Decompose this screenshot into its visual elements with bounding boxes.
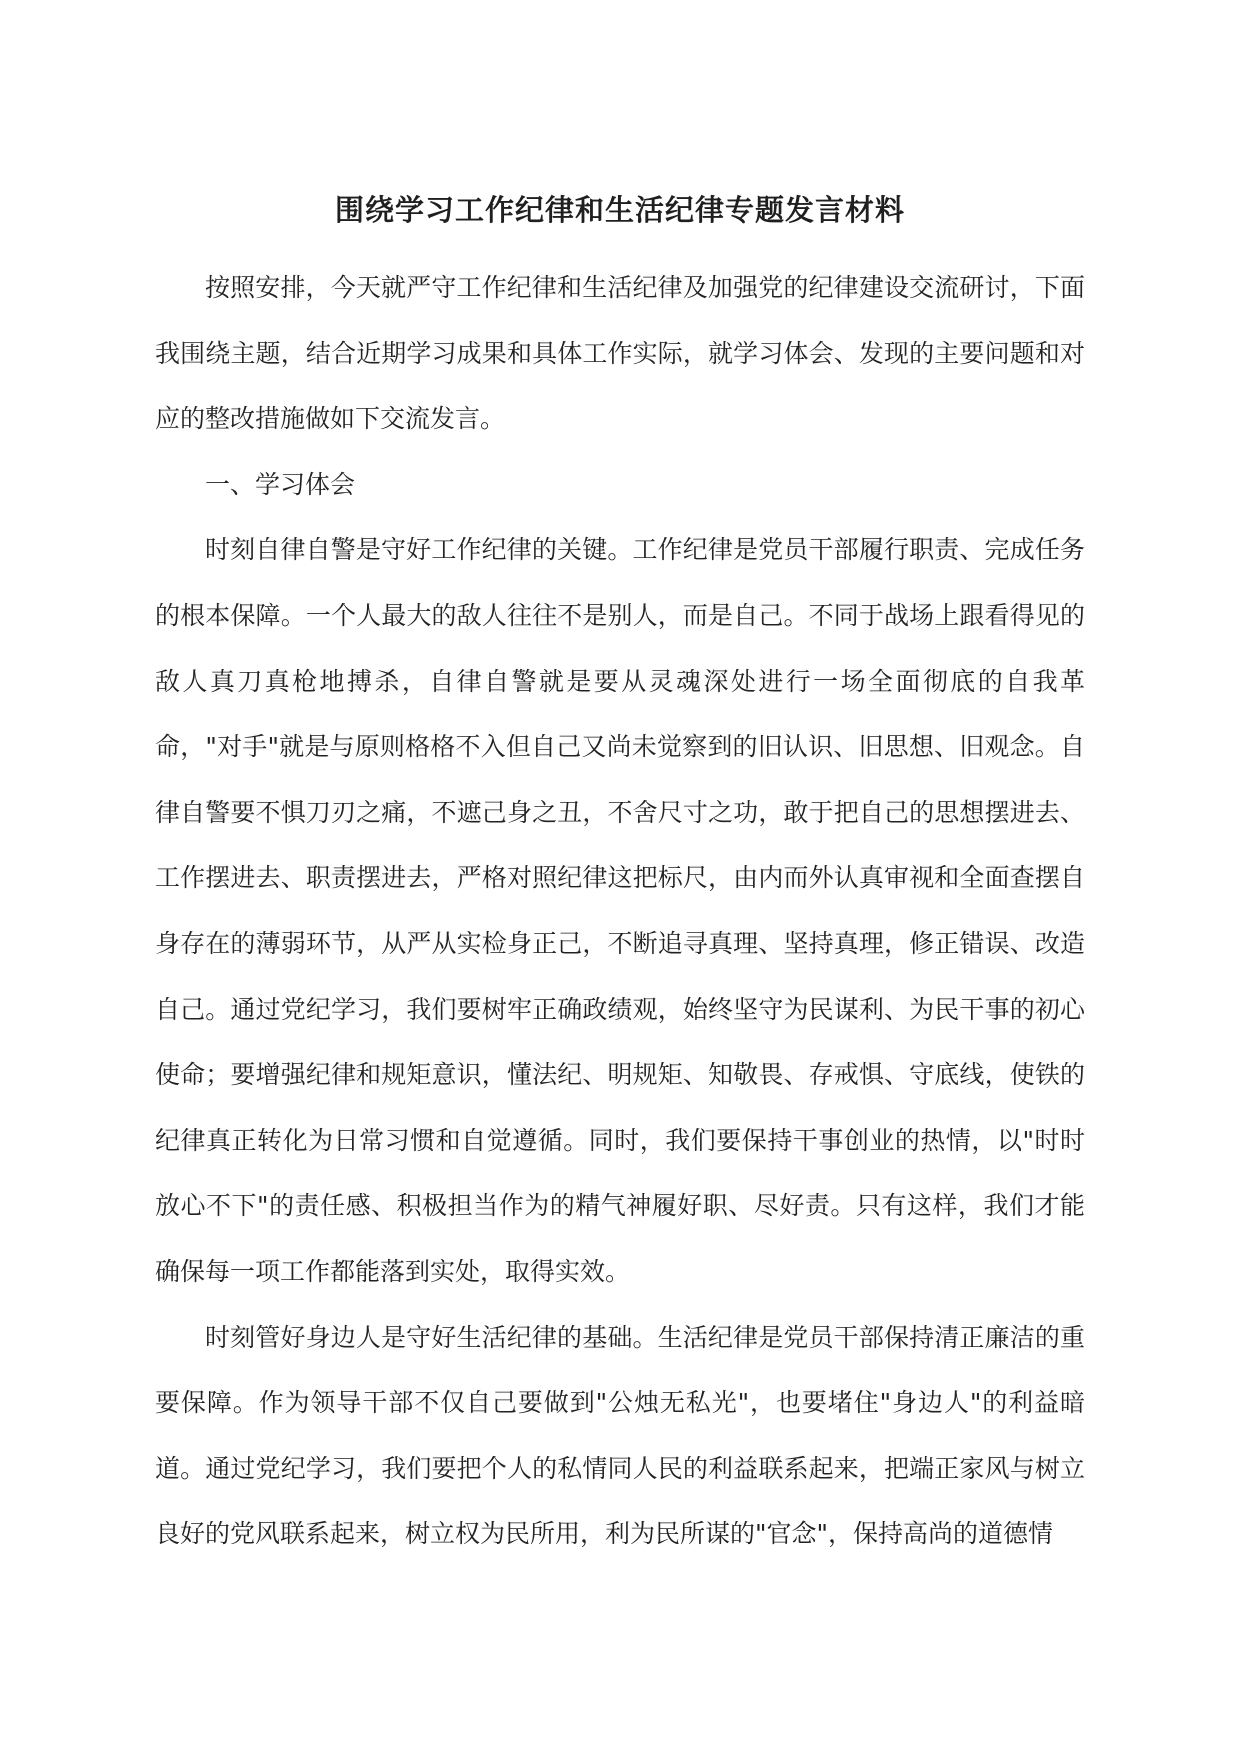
- section-heading-learning: 一、学习体会: [205, 469, 356, 499]
- paragraph-life-discipline: 时刻管好身边人是守好生活纪律的基础。生活纪律是党员干部保持清正廉洁的重要保障。作为领导干部不仅自己要做到"公烛无私光"，也要堵住"身边人"的利益暗道。通过党纪学习，我们要把个人的私情同人民的利益联系起来，把端正家风与树立良好的党风联系起来，树立权为民所用，利为民所谋的"官念"，保持高尚的道德情: [155, 1322, 1085, 1549]
- document-body: [155, 255, 1085, 1567]
- paragraph-work-discipline: 时刻自律自警是守好工作纪律的关键。工作纪律是党员干部履行职责、完成任务的根本保障。一个人最大的敌人往往不是别人，而是自己。不同于战场上跟看得见的敌人真刀真枪地搏杀，自律自警就是要从灵魂深处进行一场全面彻底的自我革命，"对手"就是与原则格格不入但自己又尚未觉察到的旧认识、旧思想、旧观念。自律自警要不惧刀刃之痛，不遮己身之丑，不舍尺寸之功，敢于把自己的思想摆进去、工作摆进去、职责摆进去，严格对照纪律这把标尺，由内而外认真审视和全面查摆自身存在的薄弱环节，从严从实检身正己，不断追寻真理、坚持真理，修正错误、改造自己。通过党纪学习，我们要树牢正确政绩观，始终坚守为民谋利、为民干事的初心使命；要增强纪律和规矩意识，懂法纪、明规矩、知敬畏、存戒惧、守底线，使铁的纪律真正转化为日常习惯和自觉遵循。同时，我们要保持干事创业的热情，以"时时放心不下"的责任感、积极担当作为的精气神履好职、尽好责。只有这样，我们才能确保每一项工作都能落到实处，取得实效。: [155, 535, 1085, 1286]
- document-title: 围绕学习工作纪律和生活纪律专题发言材料: [334, 193, 905, 227]
- paragraph-intro: 按照安排，今天就严守工作纪律和生活纪律及加强党的纪律建设交流研讨，下面我围绕主题，结合近期学习成果和具体工作实际，就学习体会、发现的主要问题和对应的整改措施做如下交流发言。: [155, 273, 1085, 434]
